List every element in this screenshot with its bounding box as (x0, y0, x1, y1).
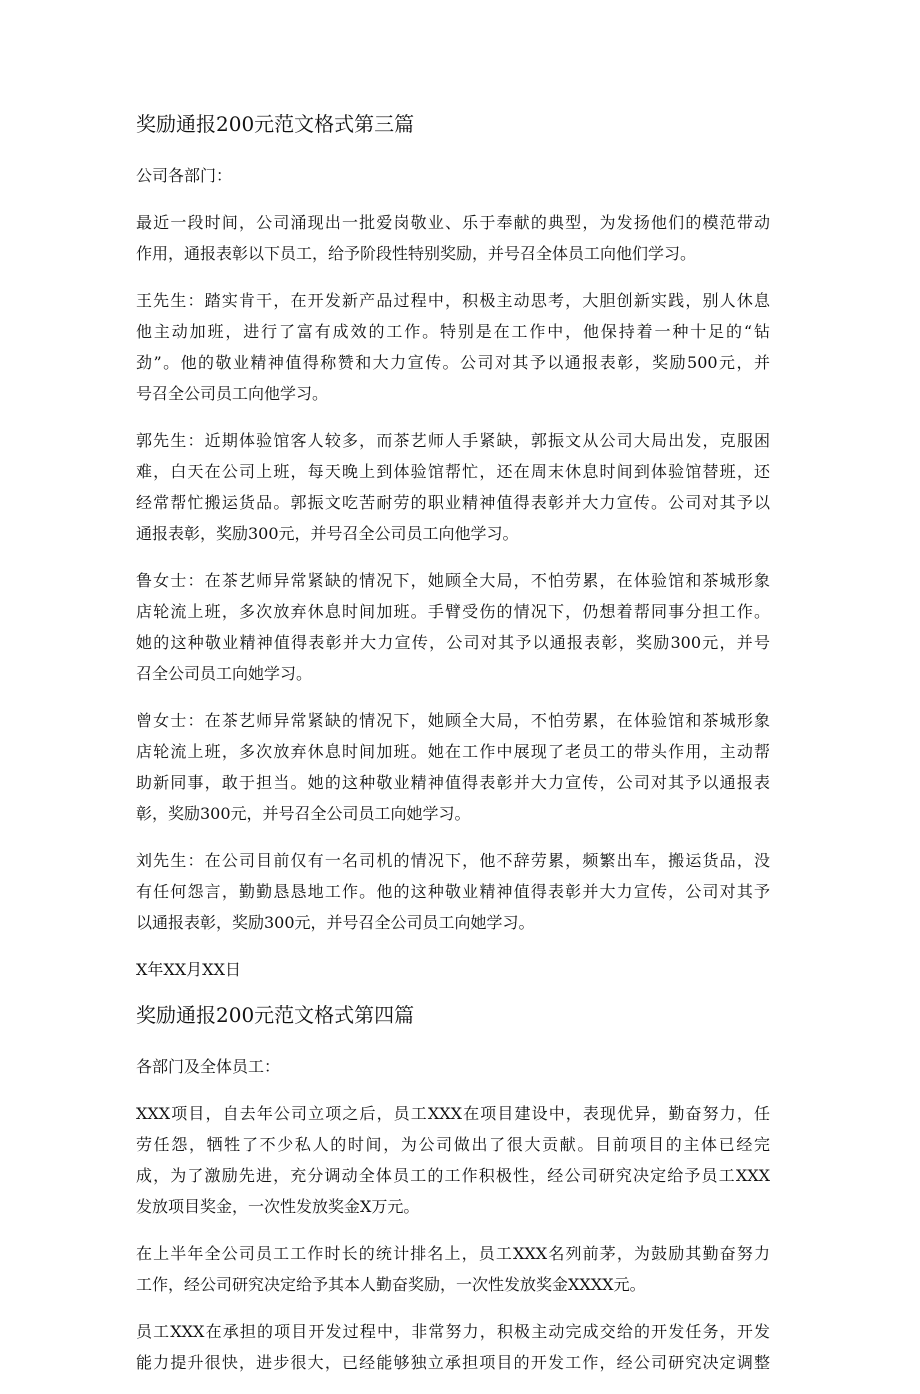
section-4-paragraph-3 (136, 1316, 770, 1378)
text-line: 鲁女士：在茶艺师异常紧缺的情况下，她顾全大局，不怕劳累，在体验馆和茶城形象 (136, 571, 770, 590)
text-line: 成，为了激励先进，充分调动全体员工的工作积极性，经公司研究决定给予员工XXX (136, 1166, 770, 1185)
section-3-paragraph-liu (136, 845, 770, 938)
text-line: 以通报表彰，奖励300元，并号召全公司员工向她学习。 (136, 913, 535, 932)
section-3-paragraph-1 (136, 207, 770, 269)
text-line: 难，白天在公司上班，每天晚上到体验馆帮忙，还在周末休息时间到体验馆替班，还 (136, 462, 770, 481)
text-line: 她的这种敬业精神值得表彰并大力宣传，公司对其予以通报表彰，奖励300元，并号 (136, 633, 770, 652)
text-line: 曾女士：在茶艺师异常紧缺的情况下，她顾全大局，不怕劳累，在体验馆和茶城形象 (136, 711, 770, 730)
section-4-salutation: 各部门及全体员工： (136, 1057, 281, 1076)
text-line: XXX项目，自去年公司立项之后，员工XXX在项目建设中，表现优异，勤奋努力，任 (136, 1104, 770, 1123)
section-3-date: X年XX月XX日 (136, 960, 241, 979)
section-3-paragraph-guo (136, 425, 770, 549)
text-line: 劲”。他的敬业精神值得称赞和大力宣传。公司对其予以通报表彰，奖励500元，并 (136, 353, 770, 372)
text-line: 助新同事，敢于担当。她的这种敬业精神值得表彰并大力宣传，公司对其予以通报表 (136, 773, 770, 792)
text-line: 工作，经公司研究决定给予其本人勤奋奖励，一次性发放奖金XXXX元。 (136, 1275, 646, 1294)
section-3-paragraph-wang (136, 285, 770, 409)
section-4-paragraph-1 (136, 1098, 770, 1222)
section-4-title: 奖励通报200元范文格式第四篇 (136, 1003, 415, 1027)
text-line: 王先生：踏实肯干，在开发新产品过程中，积极主动思考，大胆创新实践，别人休息 (136, 291, 770, 310)
text-line: 能力提升很快，进步很大，已经能够独立承担项目的开发工作，经公司研究决定调整 (136, 1353, 770, 1372)
text-line: 在上半年全公司员工工作时长的统计排名上，员工XXX名列前茅，为鼓励其勤奋努力 (136, 1244, 770, 1263)
section-4-paragraph-2 (136, 1238, 770, 1300)
text-line: 通报表彰，奖励300元，并号召全公司员工向他学习。 (136, 524, 519, 543)
text-line: 店轮流上班，多次放弃休息时间加班。手臂受伤的情况下，仍想着帮同事分担工作。 (136, 602, 770, 621)
text-line: 作用，通报表彰以下员工，给予阶段性特别奖励，并号召全体员工向他们学习。 (136, 244, 697, 263)
text-line: 发放项目奖金，一次性发放奖金X万元。 (136, 1197, 420, 1216)
section-3-paragraph-zeng (136, 705, 770, 829)
text-line: 彰，奖励300元，并号召全公司员工向她学习。 (136, 804, 471, 823)
text-line: 号召全公司员工向他学习。 (136, 384, 329, 403)
section-3-title: 奖励通报200元范文格式第三篇 (136, 112, 415, 136)
text-line: 有任何怨言，勤勤恳恳地工作。他的这种敬业精神值得表彰并大力宣传，公司对其予 (136, 882, 770, 901)
text-line: 店轮流上班，多次放弃休息时间加班。她在工作中展现了老员工的带头作用，主动帮 (136, 742, 770, 761)
text-line: 召全公司员工向她学习。 (136, 664, 313, 683)
section-3-paragraph-lu (136, 565, 770, 689)
document-body (136, 110, 770, 1394)
section-3-salutation: 公司各部门： (136, 166, 233, 185)
text-line: 最近一段时间，公司涌现出一批爱岗敬业、乐于奉献的典型，为发扬他们的模范带动 (136, 213, 770, 232)
text-line: 郭先生：近期体验馆客人较多，而茶艺师人手紧缺，郭振文从公司大局出发，克服困 (136, 431, 770, 450)
text-line: 劳任怨，牺牲了不少私人的时间，为公司做出了很大贡献。目前项目的主体已经完 (136, 1135, 770, 1154)
text-line: 他主动加班，进行了富有成效的工作。特别是在工作中，他保持着一种十足的“钻 (136, 322, 770, 341)
text-line: 经常帮忙搬运货品。郭振文吃苦耐劳的职业精神值得表彰并大力宣传。公司对其予以 (136, 493, 770, 512)
text-line: 刘先生：在公司目前仅有一名司机的情况下，他不辞劳累，频繁出车，搬运货品，没 (136, 851, 770, 870)
text-line: 员工XXX在承担的项目开发过程中，非常努力，积极主动完成交给的开发任务，开发 (136, 1322, 770, 1341)
